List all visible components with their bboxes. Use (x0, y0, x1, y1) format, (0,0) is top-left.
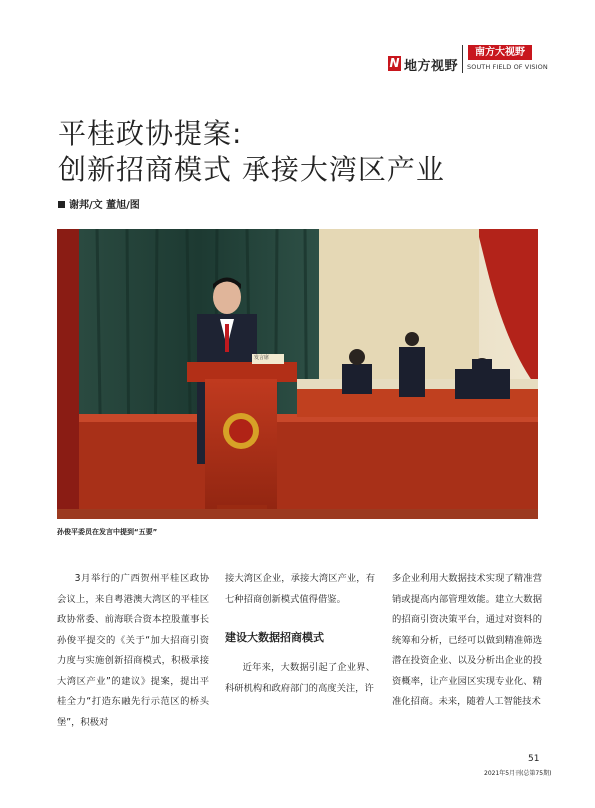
column-badge: 南方大视野 (468, 45, 532, 60)
section-title: 地方视野 (404, 59, 459, 74)
podium-sign: 发言席 (254, 355, 270, 361)
article-title-line-1: 平桂政协提案: (58, 117, 243, 150)
magazine-logo-icon: N (389, 56, 400, 70)
body-column-2 (225, 569, 375, 699)
column-badge-subtitle: SOUTH FIELD OF VISION (467, 63, 548, 71)
byline (58, 196, 140, 211)
article-title-line-2: 创新招商模式 承接大湾区产业 (58, 153, 445, 186)
body-column-3 (392, 569, 542, 713)
byline-text: 谢邦/文 董旭/图 (69, 200, 140, 211)
header-divider (462, 45, 463, 73)
body-column-1 (57, 569, 209, 733)
paragraph: 接大湾区企业，承接大湾区产业，有七种招商创新模式值得借鉴。 (225, 573, 375, 605)
paragraph: 多企业利用大数据技术实现了精准营销或提高内部管理效能。建立大数据的招商引资决策平台，通过对资料的统筹和分析，已经可以做到精准筛选潜在投资企业、以及分析出企业的投资概率，让产业园区实现专业化、精准化招商。未来，随着人工智能技术 (392, 573, 542, 707)
issue-info: 2021年5月刊(总第75期) (484, 770, 552, 777)
paragraph: 3月举行的广西贺州平桂区政协会议上，来自粤港澳大湾区的平桂区政协常委、前海联合资本控股董事长孙俊平提交的《关于“加大招商引资力度与实施创新招商模式，积极承接大湾区产业”的建议》提案，提出平桂全力“打造东融先行示范区的桥头堡”，积极对 (57, 573, 209, 728)
photo-caption: 孙俊平委员在发言中提到“五要” (57, 528, 158, 536)
paragraph: 近年来，大数据引起了企业界、科研机构和政府部门的高度关注，许 (225, 662, 375, 694)
article-photo (57, 229, 538, 519)
section-heading: 建设大数据招商模式 (225, 631, 324, 644)
square-bullet-icon (58, 201, 65, 208)
page-number: 51 (528, 754, 540, 764)
